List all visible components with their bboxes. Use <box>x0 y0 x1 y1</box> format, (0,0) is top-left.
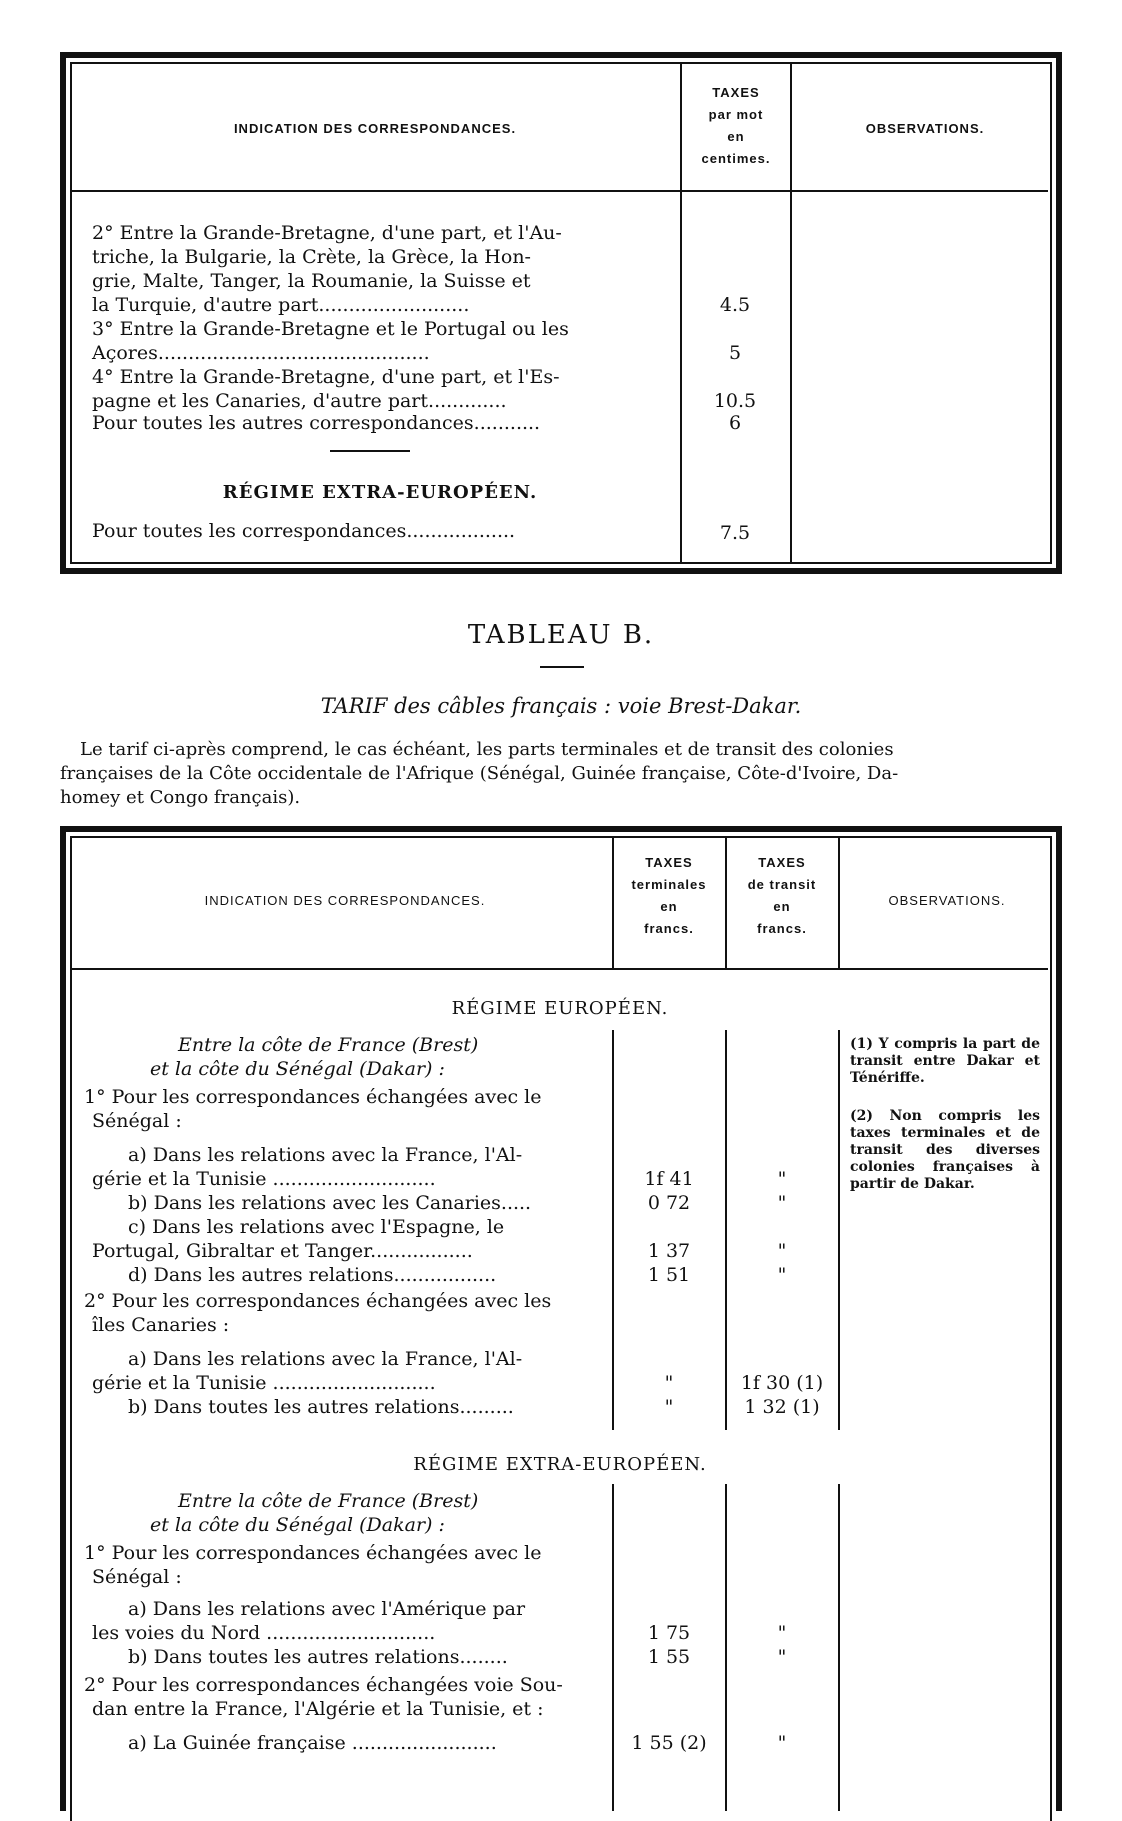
t2-header-terminales: TAXES terminales en francs. <box>631 855 707 936</box>
t2-regime-extra: RÉGIME EXTRA-EUROPÉEN. <box>413 1454 707 1475</box>
t2-eu-trans-3: " <box>777 1264 787 1286</box>
t2-ex-term-0: 1 75 <box>647 1622 691 1644</box>
t1-line-7: pagne et les Canaries, d'autre part............. <box>92 390 507 412</box>
t2-eu-term-1: 0 72 <box>647 1192 691 1214</box>
t2-eu-line-8: 2° Pour les correspondances échangées avec les <box>84 1290 552 1312</box>
t2-eu-trans-5: 1 32 (1) <box>744 1396 820 1418</box>
t2-ex-trans-2: " <box>777 1732 787 1754</box>
t2-ex-line-6: dan entre la France, l'Algérie et la Tunisie, et : <box>92 1698 544 1720</box>
t2-ex-term-1: 1 55 <box>647 1646 691 1668</box>
t2-eu-line-6: Portugal, Gibraltar et Tanger................. <box>92 1240 473 1262</box>
t2-ex-term-2: 1 55 (2) <box>631 1732 707 1754</box>
t2-ex-line-2: a) Dans les relations avec l'Amérique par <box>128 1598 526 1620</box>
t2-eu-term-2: 1 37 <box>647 1240 691 1262</box>
t1-line-0: 2° Entre la Grande-Bretagne, d'une part, et l'Au- <box>92 222 562 244</box>
t2-eu-term-4: " <box>664 1372 674 1394</box>
t2-eu-line-10: a) Dans les relations avec la France, l'Al- <box>128 1348 523 1370</box>
t2-regime-european: RÉGIME EUROPÉEN. <box>451 998 669 1019</box>
t2-eu-line-2: a) Dans les relations avec la France, l'Al- <box>128 1144 523 1166</box>
intro-line-2: homey et Congo français). <box>60 787 301 808</box>
t1-line-4: 3° Entre la Grande-Bretagne et le Portugal ou les <box>92 318 569 340</box>
t2-eu-line-0: 1° Pour les correspondances échangées avec le <box>84 1086 542 1108</box>
t1-regime-extra: RÉGIME EXTRA-EUROPÉEN. <box>222 482 538 503</box>
t2-eu-trans-2: " <box>777 1240 787 1262</box>
t2-eu-line-11: gérie et la Tunisie ........................... <box>92 1372 436 1394</box>
t2-ex-intro-1: Entre la côte de France (Brest) <box>178 1490 479 1512</box>
t2-eu-trans-1: " <box>777 1192 787 1214</box>
t1-value-3: 6 <box>728 412 742 434</box>
t2-ex-trans-0: " <box>777 1622 787 1644</box>
t2-eu-term-0: 1f 41 <box>644 1168 694 1190</box>
t1-extra-value: 7.5 <box>719 522 751 544</box>
tableau-title: TABLEAU B. <box>467 620 655 650</box>
t1-header-taxes: TAXES par mot en centimes. <box>701 85 771 166</box>
t2-header-indication: INDICATION DES CORRESPONDANCES. <box>204 893 486 908</box>
t2-eu-line-1: Sénégal : <box>92 1110 182 1132</box>
t2-eu-trans-4: 1f 30 (1) <box>740 1372 824 1394</box>
tarif-title: TARIF des câbles français : voie Brest-Dakar. <box>320 694 802 718</box>
t2-eu-intro-1: Entre la côte de France (Brest) <box>178 1034 479 1056</box>
intro-line-0: Le tarif ci-après comprend, le cas échéant, les parts terminales et de transit des colonies <box>80 739 894 760</box>
t2-eu-term-3: 1 51 <box>647 1264 691 1286</box>
t2-eu-trans-0: " <box>777 1168 787 1190</box>
t2-eu-line-9: îles Canaries : <box>92 1314 230 1336</box>
t2-eu-term-5: " <box>664 1396 674 1418</box>
t2-eu-line-4: b) Dans les relations avec les Canaries..... <box>128 1192 532 1214</box>
t1-line-1: triche, la Bulgarie, la Crète, la Grèce, la Hon- <box>92 246 531 268</box>
t2-ex-line-0: 1° Pour les correspondances échangées avec le <box>84 1542 542 1564</box>
t2-observation-1: (1) Y compris la part de transit entre Dakar et Ténériffe. <box>850 1036 1040 1086</box>
t1-line-6: 4° Entre la Grande-Bretagne, d'une part, et l'Es- <box>92 366 560 388</box>
t1-value-2: 10.5 <box>713 390 757 412</box>
t2-ex-line-5: 2° Pour les correspondances échangées voie Sou- <box>84 1674 563 1696</box>
t2-ex-line-3: les voies du Nord ............................ <box>92 1622 436 1644</box>
t2-header-observations: OBSERVATIONS. <box>888 893 1006 908</box>
t2-ex-trans-1: " <box>777 1646 787 1668</box>
t2-ex-line-4: b) Dans toutes les autres relations........ <box>128 1646 508 1668</box>
t2-header-transit: TAXES de transit en francs. <box>747 855 817 936</box>
t2-observation-2: (2) Non compris les taxes terminales et de transit des diverses colonies françaises à partir de Dakar. <box>850 1108 1040 1192</box>
t2-ex-intro-2: et la côte du Sénégal (Dakar) : <box>150 1514 445 1536</box>
t1-extra-line: Pour toutes les correspondances.................. <box>92 520 516 542</box>
t1-line-2: grie, Malte, Tanger, la Roumanie, la Suisse et <box>92 270 531 292</box>
t2-eu-line-3: gérie et la Tunisie ........................... <box>92 1168 436 1190</box>
t1-line-3: la Turquie, d'autre part......................... <box>92 294 470 316</box>
t2-ex-line-7: a) La Guinée française ........................ <box>128 1732 497 1754</box>
t1-header-indication: INDICATION DES CORRESPONDANCES. <box>233 121 517 136</box>
t2-eu-intro-2: et la côte du Sénégal (Dakar) : <box>150 1058 445 1080</box>
t1-value-0: 4.5 <box>719 294 751 316</box>
t2-eu-line-12: b) Dans toutes les autres relations......... <box>128 1396 514 1418</box>
t2-eu-line-7: d) Dans les autres relations................. <box>128 1264 497 1286</box>
t2-eu-line-5: c) Dans les relations avec l'Espagne, le <box>128 1216 505 1238</box>
t1-line-5: Açores............................................. <box>92 342 430 364</box>
t1-line-8: Pour toutes les autres correspondances........... <box>92 412 541 434</box>
intro-line-1: françaises de la Côte occidentale de l'Afrique (Sénégal, Guinée française, Côte-d'Ivoire, Da- <box>60 763 899 784</box>
t1-header-observations: OBSERVATIONS. <box>865 121 985 136</box>
t2-ex-line-1: Sénégal : <box>92 1566 182 1588</box>
t1-value-1: 5 <box>728 342 742 364</box>
